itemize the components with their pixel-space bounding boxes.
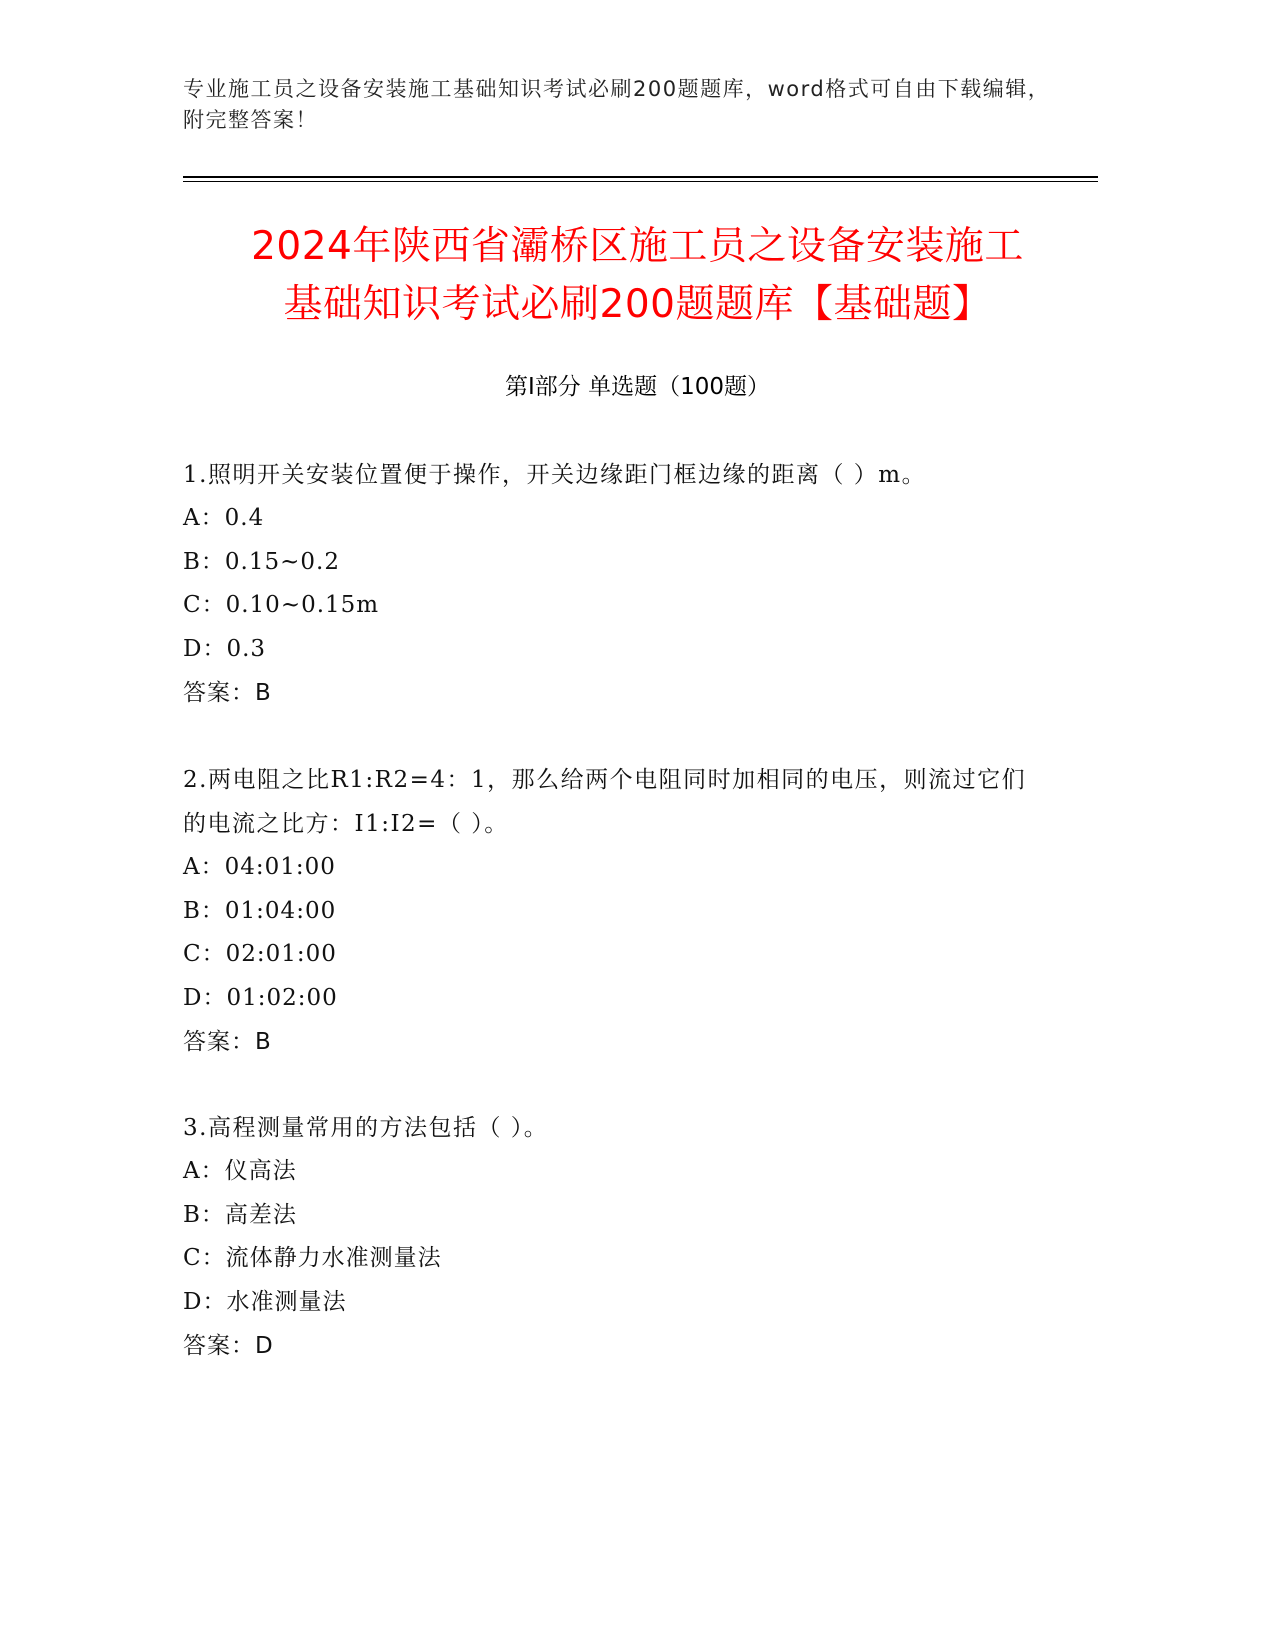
- header-rule-thin: [183, 181, 1098, 182]
- option-text: 流体静力水准测量法: [225, 1245, 442, 1271]
- question-1: [183, 453, 1043, 715]
- option-b: [183, 1194, 1043, 1238]
- document-title: [150, 218, 1125, 334]
- option-c: [183, 584, 1043, 628]
- option-text: 0.10~0.15m: [225, 592, 380, 618]
- header-note: 专业施工员之设备安装施工基础知识考试必刷200题题库，word格式可自由下载编辑，附完整答案！: [183, 77, 1051, 132]
- option-letter: A：: [183, 505, 225, 531]
- option-letter: C：: [183, 941, 226, 967]
- option-text: 仪高法: [224, 1158, 297, 1184]
- option-text: 04:01:00: [224, 854, 336, 880]
- option-letter: A：: [183, 1158, 225, 1184]
- answer-label: 答案：B: [183, 1029, 272, 1055]
- option-a: [183, 846, 1043, 890]
- option-d: [183, 977, 1043, 1021]
- question-stem: 1.照明开关安装位置便于操作，开关边缘距门框边缘的距离（ ）m。: [183, 462, 927, 488]
- option-letter: C：: [183, 1245, 226, 1271]
- option-text: 高差法: [224, 1201, 297, 1228]
- option-letter: B：: [183, 1201, 225, 1228]
- option-letter: D：: [183, 984, 227, 1011]
- option-letter: C：: [183, 592, 226, 618]
- header-rule-thick: [183, 176, 1098, 178]
- option-text: 0.15~0.2: [224, 548, 340, 575]
- option-letter: D：: [183, 635, 227, 662]
- question-2: [183, 758, 1043, 1064]
- option-text: 02:01:00: [225, 941, 337, 967]
- option-text: 0.4: [224, 505, 265, 531]
- option-c: [183, 933, 1043, 977]
- option-letter: A：: [183, 854, 225, 880]
- option-letter: B：: [183, 897, 225, 924]
- answer-label: 答案：B: [183, 680, 272, 706]
- option-letter: B：: [183, 548, 225, 575]
- document-title-line-1: 2024年陕西省灞桥区施工员之设备安装施工: [251, 224, 1024, 269]
- option-b: [183, 541, 1043, 585]
- question-stem: 3.高程测量常用的方法包括（ ）。: [183, 1115, 549, 1141]
- option-a: [183, 1150, 1043, 1194]
- option-text: 01:02:00: [226, 984, 338, 1011]
- option-text: 0.3: [226, 635, 267, 662]
- option-a: [183, 497, 1043, 541]
- answer-label: 答案：D: [183, 1333, 274, 1359]
- option-d: [183, 1281, 1043, 1325]
- option-text: 水准测量法: [226, 1288, 347, 1315]
- document-title-line-2: 基础知识考试必刷200题题库【基础题】: [283, 282, 992, 327]
- option-c: [183, 1237, 1043, 1281]
- question-stem: 2.两电阻之比R1:R2=4：1，那么给两个电阻同时加相同的电压，则流过它们的电流之比方：I1:I2=（ ）。: [183, 767, 1027, 837]
- option-text: 01:04:00: [224, 897, 337, 924]
- option-d: [183, 628, 1043, 672]
- question-3: [183, 1106, 1043, 1368]
- section-heading: 第I部分 单选题（100题）: [505, 374, 770, 400]
- option-letter: D：: [183, 1288, 227, 1315]
- option-b: [183, 890, 1043, 934]
